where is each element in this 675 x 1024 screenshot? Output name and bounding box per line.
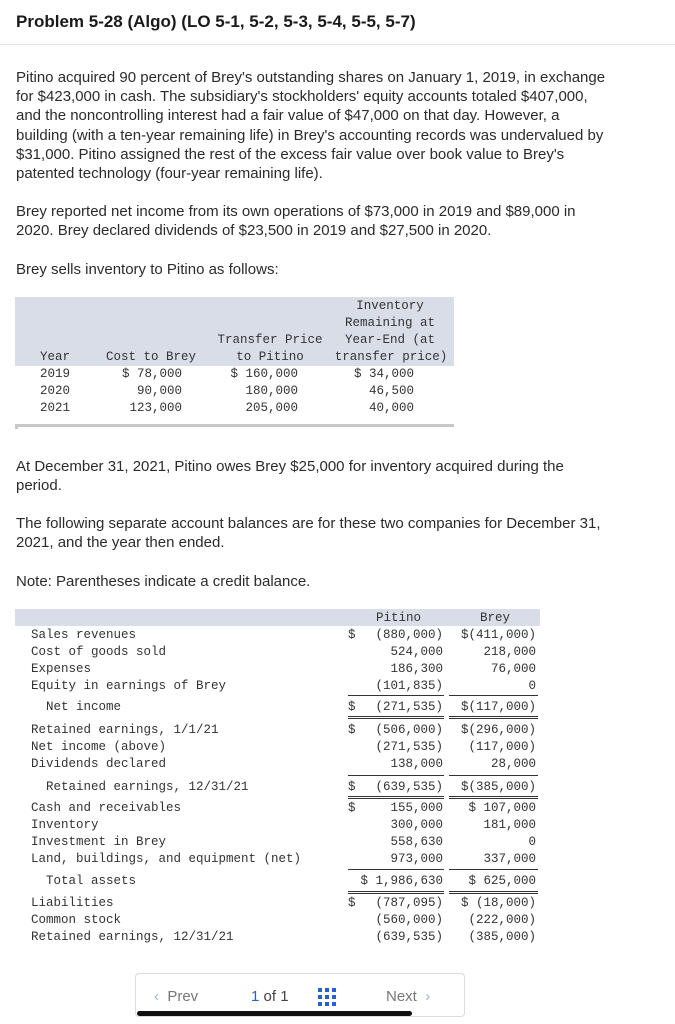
row-label: Cash and receivables [31, 801, 182, 815]
pitino-value: 155,000 [390, 801, 443, 815]
brey-value: (385,000) [468, 930, 536, 944]
total-rule [449, 775, 538, 776]
cell-cost: $ 78,000 [121, 367, 182, 381]
next-label: Next [386, 988, 417, 1005]
pitino-dollar-sign: $ [348, 780, 356, 794]
balance-table-header-bg [15, 609, 540, 626]
brey-value: 0 [528, 835, 536, 849]
pitino-value: 300,000 [390, 818, 443, 832]
grid-icon[interactable] [318, 988, 336, 1006]
cell-cost: 123,000 [129, 401, 182, 415]
current-page: 1 [251, 988, 260, 1005]
page-total: of 1 [263, 988, 289, 1005]
brey-value: (117,000) [468, 740, 536, 754]
problem-description [16, 68, 646, 183]
header-transfer-price: to Pitino [236, 350, 304, 364]
brey-value: $(296,000) [460, 723, 536, 737]
total-rule [348, 869, 444, 870]
row-label: Sales revenues [31, 628, 137, 642]
pitino-dollar-sign: $ [348, 801, 356, 815]
brey-value: 337,000 [483, 852, 536, 866]
pitino-value: 186,300 [390, 662, 443, 676]
table-bottom-border [15, 424, 454, 427]
cell-transfer: 205,000 [245, 401, 298, 415]
page-indicator [251, 988, 289, 1005]
header-transfer-price: Transfer Price [217, 333, 323, 347]
pitino-value: 558,630 [390, 835, 443, 849]
total-rule [348, 695, 444, 696]
pitino-value: (560,000) [375, 913, 443, 927]
row-label: Retained earnings, 12/31/21 [46, 780, 249, 794]
row-label: Net income (above) [31, 740, 167, 754]
account-balances-table [15, 609, 540, 949]
cell-year: 2021 [40, 401, 71, 415]
pitino-value: $ 1,986,630 [360, 874, 443, 888]
cell-transfer: $ 160,000 [230, 367, 298, 381]
text-line: The following separate account balances are for these two companies for December 31, [16, 515, 601, 532]
cell-year: 2019 [40, 367, 71, 381]
pitino-value: (639,535) [375, 930, 443, 944]
row-label: Inventory [31, 818, 99, 832]
pitino-value: (787,095) [375, 896, 443, 910]
cell-transfer: 180,000 [245, 384, 298, 398]
text-line: and the noncontrolling interest had a fair value of $47,000 on that day. However, a [16, 107, 560, 125]
row-label: Total assets [46, 874, 137, 888]
credit-note: Note: Parentheses indicate a credit balance. [16, 573, 311, 590]
cell-remaining: $ 34,000 [353, 367, 414, 381]
brey-value: 218,000 [483, 645, 536, 659]
header-brey: Brey [480, 611, 511, 625]
text-line: 2020. Brey declared dividends of $23,500 in 2019 and $27,500 in 2020. [16, 222, 492, 240]
pitino-value: (271,535) [375, 700, 443, 714]
total-rule [449, 716, 538, 719]
header-cost: Cost to Brey [106, 350, 197, 364]
row-label: Net income [46, 700, 122, 714]
row-label: Common stock [31, 913, 122, 927]
row-label: Retained earnings, 1/1/21 [31, 723, 219, 737]
text-line: patented technology (four-year remaining life). [16, 165, 323, 183]
row-label: Retained earnings, 12/31/21 [31, 930, 234, 944]
row-label: Cost of goods sold [31, 645, 167, 659]
total-rule [449, 869, 538, 870]
total-rule [449, 796, 538, 799]
brey-value: $ 625,000 [468, 874, 536, 888]
chevron-right-icon: › [425, 988, 431, 1005]
header-year: Year [40, 350, 71, 364]
brey-value: 0 [528, 679, 536, 693]
brey-value: $(385,000) [460, 780, 536, 794]
row-label: Liabilities [31, 896, 114, 910]
total-rule [348, 891, 444, 894]
pitino-value: (271,535) [375, 740, 443, 754]
payable-paragraph [16, 457, 646, 495]
chevron-left-icon: ‹ [154, 988, 159, 1005]
pitino-dollar-sign: $ [348, 896, 356, 910]
pitino-value: 973,000 [390, 852, 443, 866]
pitino-value: 138,000 [390, 757, 443, 771]
prev-button[interactable] [154, 988, 198, 1005]
pitino-dollar-sign: $ [348, 700, 356, 714]
total-rule [348, 775, 444, 776]
text-line: Pitino acquired 90 percent of Brey's outstanding shares on January 1, 2019, in exchange [16, 69, 606, 86]
text-line: for $423,000 in cash. The subsidiary's stockholders' equity accounts totaled $407,000, [16, 88, 588, 106]
brey-value: $ 107,000 [468, 801, 536, 815]
pitino-dollar-sign: $ [348, 628, 356, 642]
header-remaining: Inventory [356, 299, 424, 313]
row-label: Expenses [31, 662, 92, 676]
header-remaining: Year-End (at [344, 333, 435, 347]
total-rule [449, 891, 538, 894]
brey-value: $(411,000) [460, 628, 536, 642]
pitino-value: (880,000) [375, 628, 443, 642]
header-remaining: transfer price) [334, 350, 448, 364]
prev-label: Prev [167, 988, 199, 1005]
brey-value: 181,000 [483, 818, 536, 832]
text-line: Brey reported net income from its own operations of $73,000 in 2019 and $89,000 in [16, 203, 576, 220]
text-line: $31,000. Pitino assigned the rest of the excess fair value over book value to Brey's [16, 145, 565, 163]
pitino-value: (506,000) [375, 723, 443, 737]
total-rule [449, 695, 538, 696]
cell-remaining: 40,000 [368, 401, 414, 415]
pitino-value: 524,000 [390, 645, 443, 659]
brey-value: $(117,000) [460, 700, 536, 714]
cell-remaining: 46,500 [368, 384, 414, 398]
brey-value: $ (18,000) [460, 896, 536, 910]
header-remaining: Remaining at [344, 316, 435, 330]
brey-value: 76,000 [490, 662, 536, 676]
header-pitino: Pitino [376, 611, 422, 625]
table-bottom-border [15, 424, 18, 429]
brey-value: 28,000 [490, 757, 536, 771]
cell-year: 2020 [40, 384, 71, 398]
home-indicator [137, 1011, 412, 1016]
page-title: Problem 5-28 (Algo) (LO 5-1, 5-2, 5-3, 5-4, 5-5, 5-7) [16, 12, 416, 31]
text-line: period. [16, 477, 62, 495]
row-label: Investment in Brey [31, 835, 167, 849]
pitino-value: (101,835) [375, 679, 443, 693]
next-button[interactable] [386, 988, 430, 1005]
balances-intro [16, 514, 646, 552]
inventory-intro: Brey sells inventory to Pitino as follows: [16, 261, 279, 278]
total-rule [348, 716, 444, 719]
row-label: Equity in earnings of Brey [31, 679, 227, 693]
text-line: building (with a ten-year remaining life) in Brey's accounting records was undervalued by [16, 126, 604, 144]
pitino-value: (639,535) [375, 780, 443, 794]
row-label: Land, buildings, and equipment (net) [31, 852, 302, 866]
pitino-dollar-sign: $ [348, 723, 356, 737]
brey-value: (222,000) [468, 913, 536, 927]
row-label: Dividends declared [31, 757, 167, 771]
header-divider [0, 44, 675, 45]
income-dividends-paragraph [16, 202, 646, 240]
total-rule [348, 796, 444, 799]
text-line: 2021, and the year then ended. [16, 534, 225, 552]
cell-cost: 90,000 [136, 384, 182, 398]
text-line: At December 31, 2021, Pitino owes Brey $25,000 for inventory acquired during the [16, 458, 564, 475]
inventory-table [15, 297, 454, 429]
